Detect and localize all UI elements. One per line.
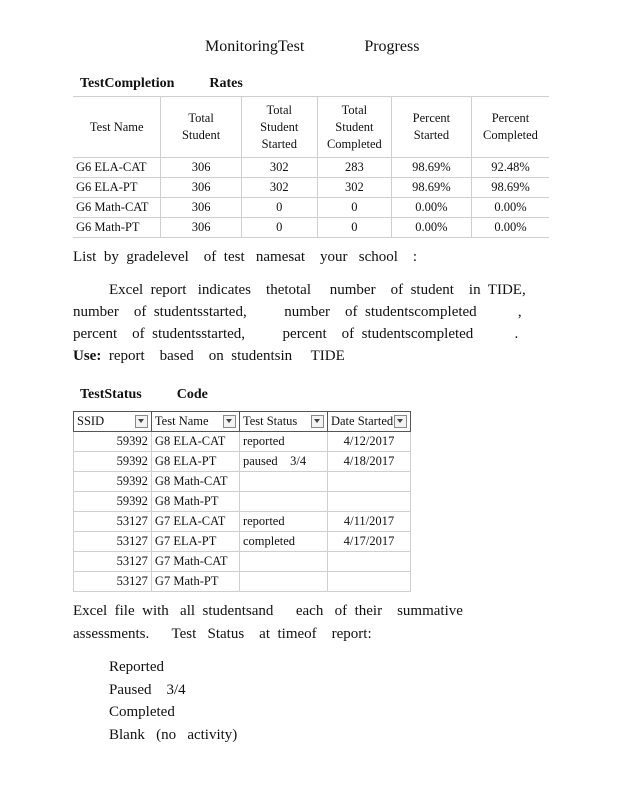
filter-dropdown-icon[interactable] bbox=[394, 415, 407, 428]
table-cell bbox=[239, 492, 327, 512]
table-cell: G8 ELA-CAT bbox=[151, 432, 239, 452]
table-cell: 53127 bbox=[74, 572, 152, 592]
table-cell: 4/12/2017 bbox=[327, 432, 410, 452]
table-row bbox=[74, 432, 411, 452]
table-cell: 0 bbox=[241, 218, 317, 238]
table-cell: G6 Math-CAT bbox=[73, 198, 161, 218]
table-cell: 92.48% bbox=[471, 158, 549, 178]
table-cell: 53127 bbox=[74, 552, 152, 572]
table-cell: 59392 bbox=[74, 472, 152, 492]
table-cell: 0.00% bbox=[391, 218, 471, 238]
page-title: MonitoringTest Progress bbox=[205, 38, 420, 55]
column-header: Total Student Started bbox=[241, 97, 317, 158]
list-item: Paused 3/4 bbox=[109, 681, 186, 698]
table-cell: G6 Math-PT bbox=[73, 218, 161, 238]
table-cell: G8 Math-CAT bbox=[151, 472, 239, 492]
table-cell: 59392 bbox=[74, 432, 152, 452]
table-row bbox=[73, 198, 549, 218]
column-header: Test Name bbox=[73, 97, 161, 158]
list-item: Blank (no activity) bbox=[109, 726, 238, 743]
use-line bbox=[73, 348, 345, 365]
excel-report-line-3: percent of studentsstarted, percent of studentscompleted . bbox=[73, 326, 519, 342]
table-cell bbox=[239, 572, 327, 592]
table-row bbox=[73, 158, 549, 178]
table-cell: completed bbox=[239, 532, 327, 552]
excel-report-line-1: Excel report indicates thetotal number of student in TIDE, bbox=[109, 282, 526, 298]
table-cell: 302 bbox=[317, 178, 391, 198]
table-cell: 4/11/2017 bbox=[327, 512, 410, 532]
column-header-ssid bbox=[74, 412, 152, 432]
table-cell: 59392 bbox=[74, 452, 152, 472]
completion-table bbox=[73, 96, 549, 238]
excel-file-line-1: Excel file with all studentsand each of their summative bbox=[73, 603, 463, 619]
table-cell bbox=[327, 492, 410, 512]
table-cell: 306 bbox=[161, 218, 241, 238]
column-header-date-started bbox=[327, 412, 410, 432]
list-item: Completed bbox=[109, 704, 175, 720]
table-cell: 0.00% bbox=[471, 218, 549, 238]
table-cell: 0.00% bbox=[471, 198, 549, 218]
column-header-label: Date Started bbox=[330, 414, 394, 428]
column-header-label: Test Status bbox=[242, 414, 298, 428]
use-text: report based on studentsin TIDE bbox=[101, 348, 345, 364]
filter-dropdown-icon[interactable] bbox=[311, 415, 324, 428]
table-cell: G6 ELA-PT bbox=[73, 178, 161, 198]
filter-dropdown-icon[interactable] bbox=[135, 415, 148, 428]
table-cell: 4/18/2017 bbox=[327, 452, 410, 472]
table-row bbox=[74, 532, 411, 552]
filter-dropdown-icon[interactable] bbox=[223, 415, 236, 428]
table-cell: reported bbox=[239, 512, 327, 532]
table-cell: G7 ELA-PT bbox=[151, 532, 239, 552]
table-cell: 306 bbox=[161, 158, 241, 178]
list-by-grade-text: List by gradelevel of test namesat your school : bbox=[73, 249, 418, 265]
status-table bbox=[73, 411, 411, 592]
table-cell bbox=[239, 552, 327, 572]
table-cell: paused 3/4 bbox=[239, 452, 327, 472]
column-header-test-name bbox=[151, 412, 239, 432]
table-cell: 0 bbox=[317, 198, 391, 218]
column-header: Total Student Completed bbox=[317, 97, 391, 158]
status-heading: TestStatus Code bbox=[80, 387, 208, 402]
table-cell: G7 Math-PT bbox=[151, 572, 239, 592]
table-cell bbox=[239, 472, 327, 492]
table-cell: 302 bbox=[241, 158, 317, 178]
table-cell: G7 Math-CAT bbox=[151, 552, 239, 572]
column-header-test-status bbox=[239, 412, 327, 432]
table-row bbox=[74, 472, 411, 492]
table-cell: 98.69% bbox=[391, 158, 471, 178]
column-header-label: SSID bbox=[77, 414, 105, 428]
table-cell: G8 Math-PT bbox=[151, 492, 239, 512]
table-cell: 0.00% bbox=[391, 198, 471, 218]
use-label: Use: bbox=[73, 348, 102, 364]
table-row bbox=[74, 452, 411, 472]
table-cell: 59392 bbox=[74, 492, 152, 512]
column-header: Total Student bbox=[161, 97, 241, 158]
table-cell bbox=[327, 572, 410, 592]
table-row bbox=[74, 552, 411, 572]
table-row bbox=[74, 512, 411, 532]
table-cell: G7 ELA-CAT bbox=[151, 512, 239, 532]
list-item: Reported bbox=[109, 659, 164, 675]
table-cell: 98.69% bbox=[471, 178, 549, 198]
table-cell: 98.69% bbox=[391, 178, 471, 198]
table-cell bbox=[327, 552, 410, 572]
completion-heading: TestCompletion Rates bbox=[80, 76, 243, 91]
table-cell: 53127 bbox=[74, 532, 152, 552]
table-row bbox=[74, 572, 411, 592]
table-cell: 302 bbox=[241, 178, 317, 198]
table-row bbox=[74, 492, 411, 512]
status-code-list bbox=[109, 656, 237, 746]
column-header: Percent Started bbox=[391, 97, 471, 158]
table-cell: reported bbox=[239, 432, 327, 452]
table-cell: 306 bbox=[161, 178, 241, 198]
table-cell: 0 bbox=[241, 198, 317, 218]
table-cell bbox=[327, 472, 410, 492]
excel-report-line-2: number of studentsstarted, number of studentscompleted , bbox=[73, 304, 522, 320]
table-cell: G8 ELA-PT bbox=[151, 452, 239, 472]
table-row bbox=[73, 178, 549, 198]
column-header: Percent Completed bbox=[471, 97, 549, 158]
table-row bbox=[73, 218, 549, 238]
table-cell: 283 bbox=[317, 158, 391, 178]
table-cell: 0 bbox=[317, 218, 391, 238]
table-cell: 4/17/2017 bbox=[327, 532, 410, 552]
table-cell: 306 bbox=[161, 198, 241, 218]
table-cell: 53127 bbox=[74, 512, 152, 532]
table-cell: G6 ELA-CAT bbox=[73, 158, 161, 178]
column-header-label: Test Name bbox=[154, 414, 209, 428]
excel-file-line-2: assessments. Test Status at timeof report: bbox=[73, 626, 372, 642]
